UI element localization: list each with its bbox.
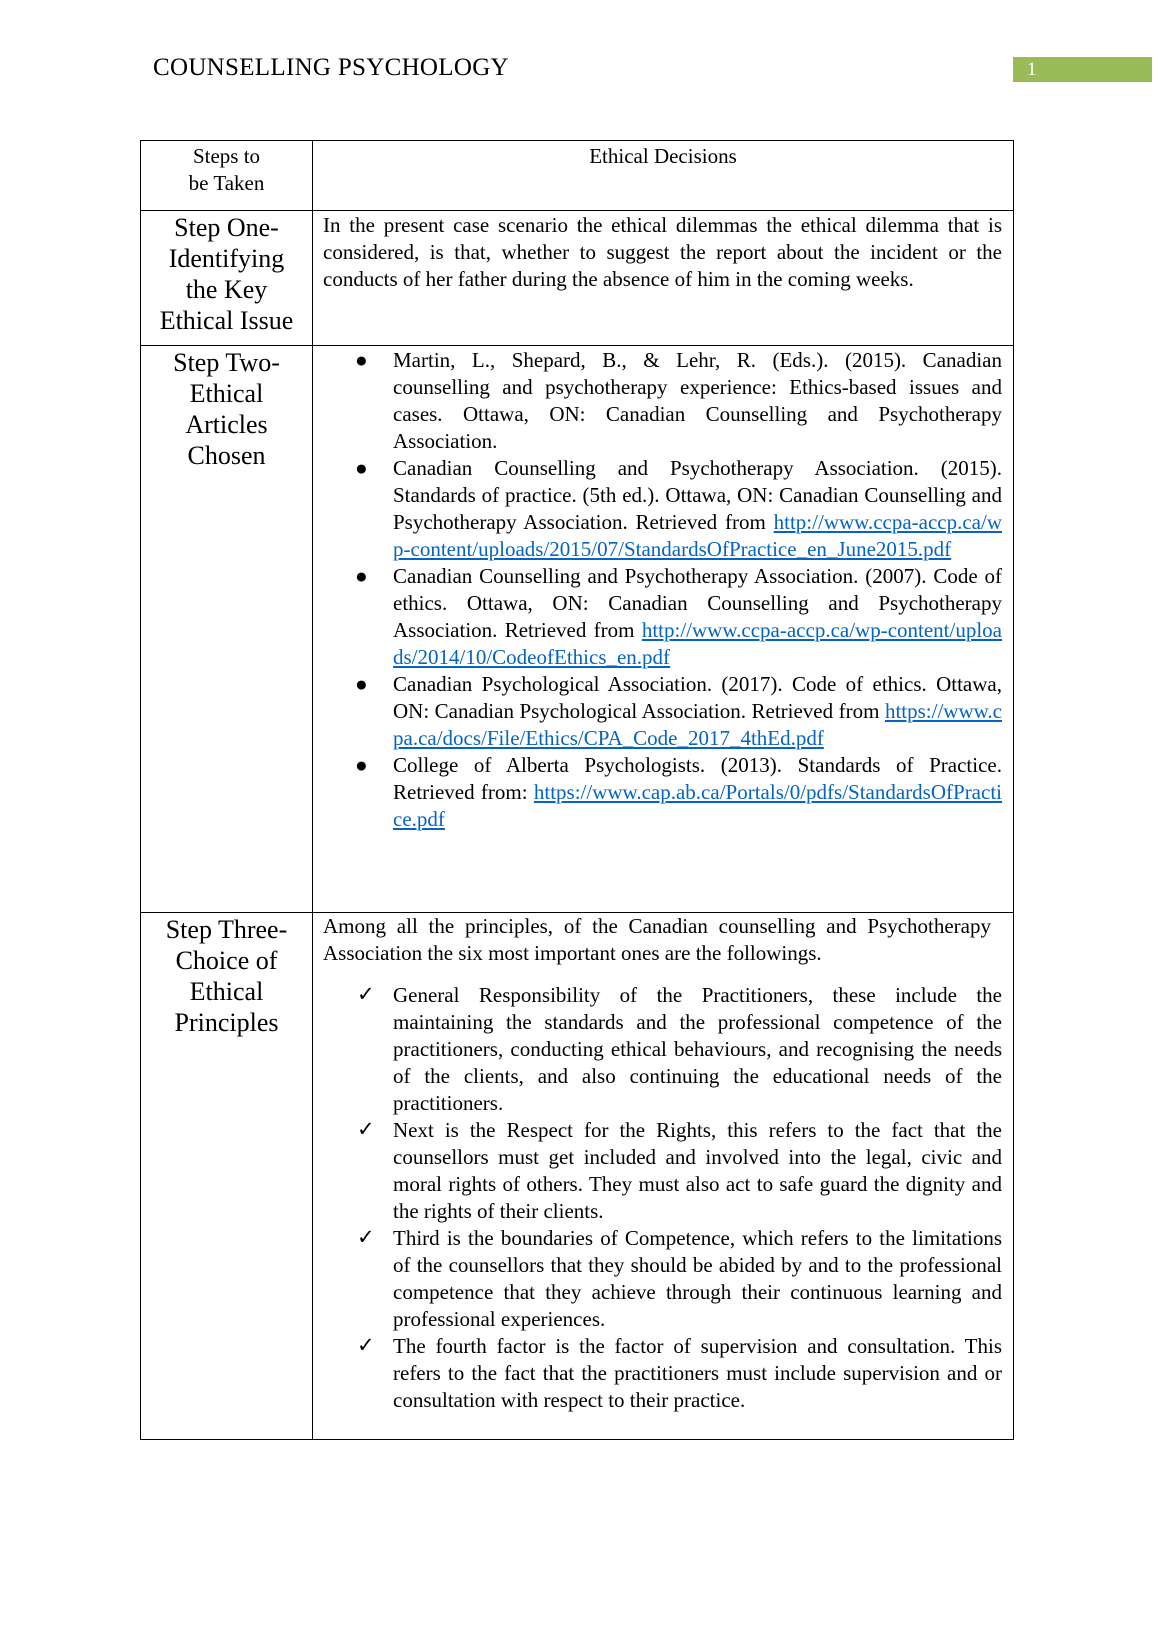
principle-text: The fourth factor is the factor of supervision and consultation. This refers to the fact that the practitioners must include supervision and or consultation with respect to their practice. — [393, 1334, 1002, 1412]
page-number-badge: 1 — [1013, 57, 1152, 82]
table-row — [141, 346, 1014, 913]
reference-text: Canadian Counselling and Psychotherapy Association. (2007). Code of ethics. Ottawa, ON: Canadian Counselling and Psychotherapy Association. Retrieved from — [393, 564, 1002, 642]
step-two-label: Step Two-Ethical Articles Chosen — [141, 346, 313, 913]
bullet-dot-icon: ● — [355, 672, 368, 696]
reference-link[interactable]: http://www.ccpa-accp.ca/wp-content/uploads/2015/07/StandardsOfPractice_en_June2015.pdf — [393, 510, 1003, 561]
step-one-label: Step One-Identifying the Key Ethical Issue — [141, 211, 313, 346]
list-item — [355, 563, 1003, 671]
list-item — [355, 752, 1002, 833]
step-one-paragraph: In the present case scenario the ethical dilemmas the ethical dilemma that is considered, is that, whether to suggest the report about the incident or the conducts of her father during the absence of him in the coming weeks. — [323, 213, 1002, 291]
step-one-text — [313, 211, 1014, 346]
principle-text: Third is the boundaries of Competence, which refers to the limitations of the counsellors that they should be abided by and to the professional competence that they achieve through their continuous learning and professional experiences. — [393, 1226, 1002, 1331]
principle-text: General Responsibility of the Practitioners, these include the maintaining the standards and the professional competence of the practitioners, conducting ethical behaviours, and recognising the needs of the clients, and also continuing the educational needs of the practitioners. — [393, 983, 1002, 1115]
step-two-references — [313, 346, 1014, 913]
checkmark-icon: ✓ — [357, 982, 375, 1006]
list-item — [357, 982, 1002, 1117]
list-item — [355, 455, 1003, 563]
bullet-dot-icon: ● — [355, 753, 368, 777]
reference-list — [313, 347, 1002, 833]
checkmark-icon: ✓ — [357, 1117, 375, 1141]
checkmark-icon: ✓ — [357, 1225, 375, 1249]
bullet-dot-icon: ● — [355, 348, 368, 372]
reference-text: Martin, L., Shepard, B., & Lehr, R. (Eds.). (2015). Canadian counselling and psychotherapy experience: Ethics-based issues and cases. Ottawa, ON: Canadian Counselling and Psychotherapy Association. — [393, 348, 1002, 453]
reference-link[interactable]: http://www.ccpa-accp.ca/wp-content/uploads/2014/10/CodeofEthics_en.pdf — [393, 618, 1003, 669]
reference-text: Canadian Counselling and Psychotherapy Association. (2015). Standards of practice. (5th ed.). Ottawa, ON: Canadian Counselling and Psychotherapy Association. Retrieved from — [393, 456, 1002, 534]
table-row — [141, 913, 1014, 1440]
ethical-decision-table — [140, 140, 1014, 1440]
reference-link[interactable]: https://www.cap.ab.ca/Portals/0/pdfs/StandardsOfPractice.pdf — [393, 780, 1002, 831]
table-header-row — [141, 141, 1014, 211]
running-head-title: COUNSELLING PSYCHOLOGY — [153, 54, 509, 81]
list-item — [355, 671, 1002, 752]
list-item — [355, 347, 1002, 455]
step-three-label: Step Three-Choice of Ethical Principles — [141, 913, 313, 1440]
principle-list — [313, 982, 1002, 1414]
header-decisions: Ethical Decisions — [313, 141, 1014, 211]
reference-link[interactable]: https://www.cpa.ca/docs/File/Ethics/CPA_Code_2017_4thEd.pdf — [393, 699, 1002, 750]
list-item — [357, 1333, 1002, 1414]
step-three-intro: Among all the principles, of the Canadian counselling and Psychotherapy Association the six most important ones are the followings. — [323, 914, 991, 965]
bullet-dot-icon: ● — [355, 456, 368, 480]
bullet-dot-icon: ● — [355, 564, 368, 588]
step-three-content — [313, 913, 1014, 1440]
table-row — [141, 211, 1014, 346]
principle-text: Next is the Respect for the Rights, this refers to the fact that the counsellors must get included and involved into the legal, civic and moral rights of others. They must also act to safe guard the dignity and the rights of their clients. — [393, 1118, 1002, 1223]
list-item — [357, 1225, 1002, 1333]
header-steps: Steps to be Taken — [141, 141, 313, 211]
checkmark-icon: ✓ — [357, 1333, 375, 1357]
list-item — [357, 1117, 1002, 1225]
reference-text: Canadian Psychological Association. (2017). Code of ethics. Ottawa, ON: Canadian Psychological Association. Retrieved from — [393, 672, 1002, 723]
reference-text: College of Alberta Psychologists. (2013). Standards of Practice. Retrieved from: — [393, 753, 1002, 804]
